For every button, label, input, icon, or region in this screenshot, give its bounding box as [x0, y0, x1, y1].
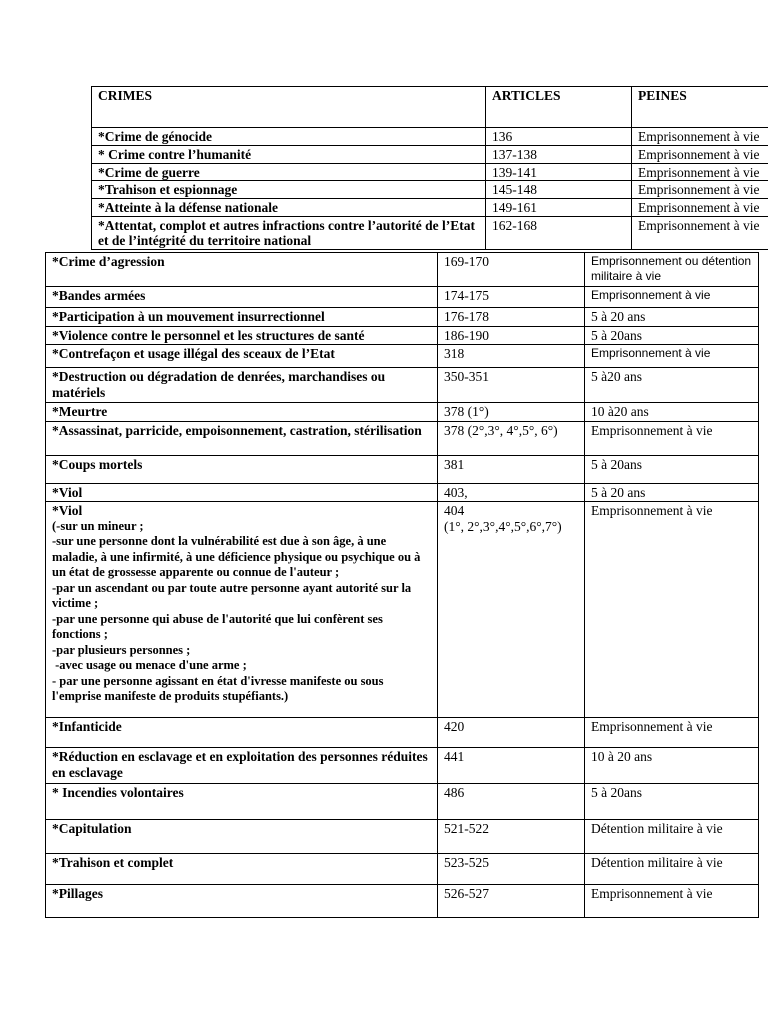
header-peines: PEINES [632, 87, 768, 128]
table-row [92, 181, 768, 199]
table-row [92, 128, 768, 146]
table-row [46, 345, 759, 368]
crime-detail: - par une personne agissant en état d'ivresse manifeste ou sous l'emprise manifeste de produits stupéfiants.) [52, 673, 384, 703]
article-cell [438, 502, 585, 718]
crime-detail: -par une personne qui abuse de l'autorité que lui confèrent ses fonctions ; [52, 611, 383, 641]
crime-name: *Assassinat, parricide, empoisonnement, castration, stérilisation [46, 421, 438, 455]
crime-name: *Contrefaçon et usage illégal des sceaux de l’Etat [46, 345, 438, 368]
crime-name: *Participation à un mouvement insurrectionnel [46, 308, 438, 327]
crime-penalty: 5 à 20ans [585, 784, 759, 820]
crime-article: 139-141 [486, 163, 632, 181]
crime-cell [46, 502, 438, 718]
crime-name: *Trahison et complet [46, 854, 438, 885]
table-row [46, 403, 759, 422]
crime-penalty: 10 à20 ans [585, 403, 759, 422]
crime-penalty: Emprisonnement à vie [632, 216, 768, 249]
table-row [46, 784, 759, 820]
crime-penalty: Emprisonnement à vie [585, 421, 759, 455]
crime-article: 145-148 [486, 181, 632, 199]
crime-article: 137-138 [486, 146, 632, 164]
crime-article: 526-527 [438, 885, 585, 918]
crime-penalty: Emprisonnement à vie [632, 181, 768, 199]
crime-penalty: 10 à 20 ans [585, 748, 759, 784]
crime-penalty: Emprisonnement à vie [585, 287, 759, 308]
crime-article: 404 [444, 503, 465, 518]
table-row [46, 326, 759, 345]
crime-penalty: Détention militaire à vie [585, 854, 759, 885]
crime-name: *Capitulation [46, 820, 438, 854]
crime-name: * Crime contre l’humanité [92, 146, 486, 164]
table-row [46, 502, 759, 718]
crime-detail: -sur une personne dont la vulnérabilité est due à son âge, à une maladie, à une infirmité, à une déficience physique ou psychique ou à un état de grossesse apparente ou connue de l'auteur ; [52, 534, 421, 579]
header-crimes: CRIMES [92, 87, 486, 128]
crime-article: 169-170 [438, 253, 585, 287]
crime-penalty: Emprisonnement à vie [632, 128, 768, 146]
crime-article: 176-178 [438, 308, 585, 327]
crime-penalty: 5 à 20ans [585, 326, 759, 345]
crime-name: *Attentat, complot et autres infractions contre l’autorité de l’Etat et de l’intégrité du territoire national [92, 216, 486, 249]
crime-penalty: Détention militaire à vie [585, 820, 759, 854]
crime-article: 174-175 [438, 287, 585, 308]
crime-detail: -par plusieurs personnes ; [52, 642, 191, 657]
table-row [46, 854, 759, 885]
crimes-table-upper [91, 86, 768, 250]
crime-name: *Infanticide [46, 718, 438, 748]
crime-penalty: Emprisonnement à vie [585, 885, 759, 918]
table-row [92, 198, 768, 216]
crime-penalty: 5 à20 ans [585, 368, 759, 403]
crime-article: 350-351 [438, 368, 585, 403]
crime-detail: -par un ascendant ou par toute autre personne ayant autorité sur la victime ; [52, 580, 412, 610]
crime-article: 420 [438, 718, 585, 748]
table-row [46, 308, 759, 327]
crime-article: 403, [438, 483, 585, 502]
crime-article: 149-161 [486, 198, 632, 216]
crime-article: 378 (1°) [438, 403, 585, 422]
crime-name: *Viol [46, 483, 438, 502]
table-row [92, 216, 768, 249]
table-row [46, 748, 759, 784]
crime-article: 136 [486, 128, 632, 146]
crime-article: 186-190 [438, 326, 585, 345]
crime-name: *Réduction en esclavage et en exploitation des personnes réduites en esclavage [46, 748, 438, 784]
table-row [46, 287, 759, 308]
crime-penalty: Emprisonnement ou détention militaire à vie [585, 253, 759, 287]
table-row [46, 483, 759, 502]
crime-penalty: Emprisonnement à vie [632, 146, 768, 164]
table-row [92, 146, 768, 164]
crime-penalty: 5 à 20ans [585, 455, 759, 483]
crime-article: 521-522 [438, 820, 585, 854]
table-row [46, 820, 759, 854]
crime-name: *Crime de guerre [92, 163, 486, 181]
crime-name: * Incendies volontaires [46, 784, 438, 820]
crime-penalty: 5 à 20 ans [585, 483, 759, 502]
crime-article: 486 [438, 784, 585, 820]
crime-article: 381 [438, 455, 585, 483]
table-row [46, 455, 759, 483]
crime-name: *Atteinte à la défense nationale [92, 198, 486, 216]
crimes-table-lower [45, 252, 759, 918]
table-row [92, 163, 768, 181]
crime-name: *Pillages [46, 885, 438, 918]
crime-penalty: 5 à 20 ans [585, 308, 759, 327]
header-articles: ARTICLES [486, 87, 632, 128]
crime-penalty: Emprisonnement à vie [585, 718, 759, 748]
crime-name: *Viol [52, 503, 83, 518]
crime-name: *Coups mortels [46, 455, 438, 483]
crime-name: *Crime d’agression [46, 253, 438, 287]
crime-article: 441 [438, 748, 585, 784]
table-header-row [92, 87, 768, 128]
crime-name: *Meurtre [46, 403, 438, 422]
crime-article: 318 [438, 345, 585, 368]
table-row [46, 421, 759, 455]
crime-name: *Violence contre le personnel et les structures de santé [46, 326, 438, 345]
table-row [46, 368, 759, 403]
table-row [46, 253, 759, 287]
crime-article-detail: (1°, 2°,3°,4°,5°,6°,7°) [444, 518, 562, 534]
table-row [46, 885, 759, 918]
crime-article: 523-525 [438, 854, 585, 885]
crime-penalty: Emprisonnement à vie [585, 345, 759, 368]
crime-name: *Destruction ou dégradation de denrées, marchandises ou matériels [46, 368, 438, 403]
crime-penalty: Emprisonnement à vie [632, 163, 768, 181]
crime-detail: -avec usage ou menace d'une arme ; [52, 658, 247, 672]
crime-penalty: Emprisonnement à vie [585, 502, 759, 718]
crime-name: *Trahison et espionnage [92, 181, 486, 199]
crime-article: 162-168 [486, 216, 632, 249]
table-row [46, 718, 759, 748]
crime-detail: (-sur un mineur ; [52, 518, 144, 533]
crime-name: *Bandes armées [46, 287, 438, 308]
crime-article: 378 (2°,3°, 4°,5°, 6°) [438, 421, 585, 455]
crime-penalty: Emprisonnement à vie [632, 198, 768, 216]
crime-name: *Crime de génocide [92, 128, 486, 146]
